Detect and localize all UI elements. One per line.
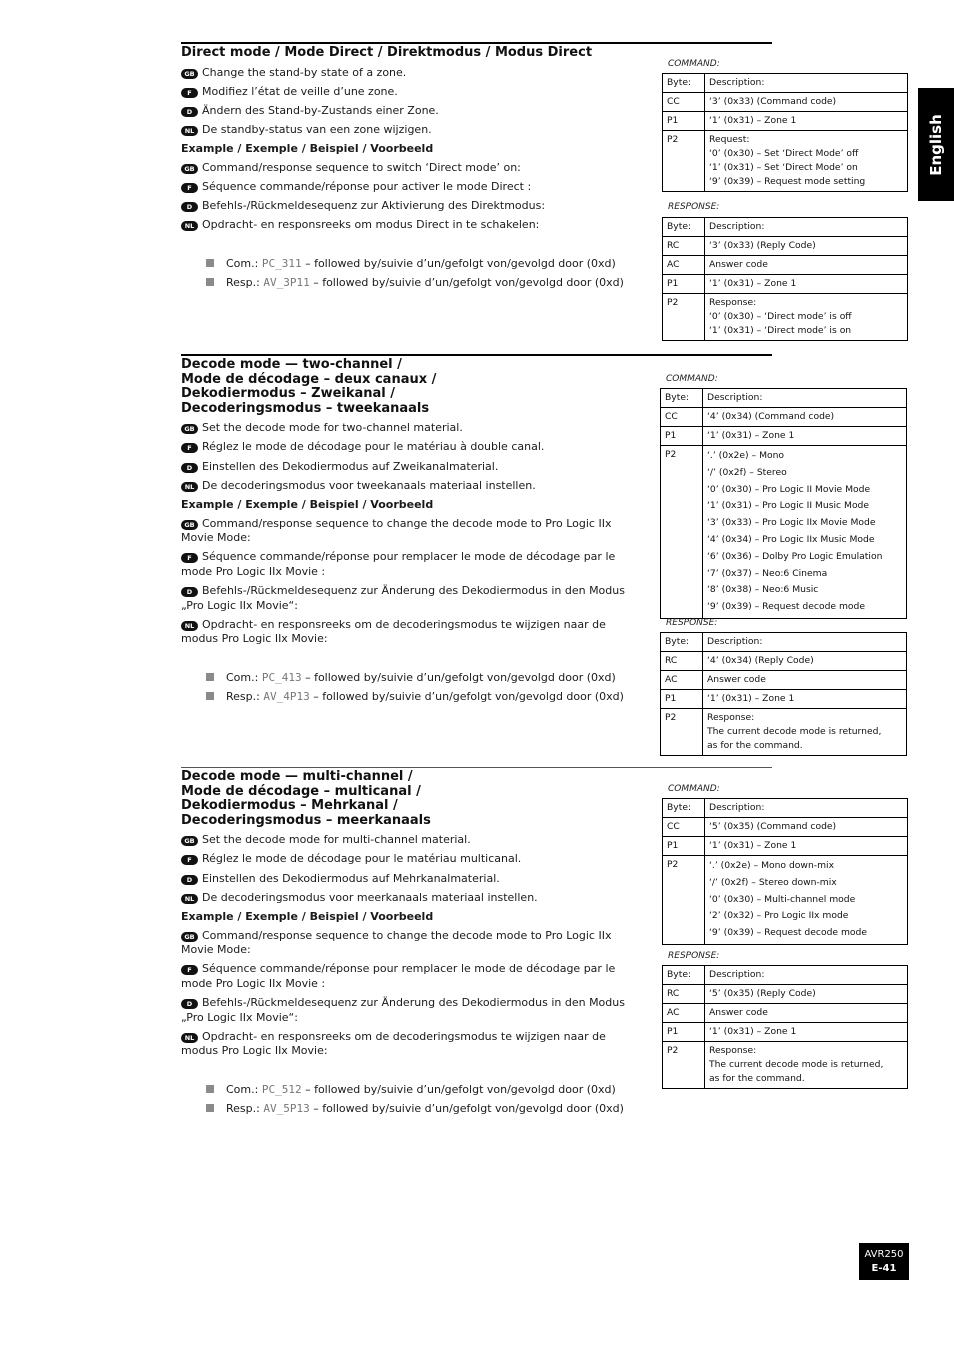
description-line: ‘3’ (0x33) (Reply Code): [709, 240, 816, 251]
byte-cell: P1: [661, 690, 703, 709]
desc-line-nl: [181, 479, 646, 494]
description-line: Answer code: [709, 259, 768, 270]
example-text: Séquence commande/réponse pour remplacer le mode de décodage par le mode Pro Logic IIx Movie :: [181, 962, 616, 990]
response-table: [660, 632, 907, 756]
desc-text: De decoderingsmodus voor meerkanaals materiaal instellen.: [202, 890, 538, 904]
description-line: ‘1’ (0x31) – Zone 1: [707, 693, 795, 704]
description-line: Response:: [709, 1045, 757, 1056]
description-line: Description:: [709, 802, 765, 813]
byte-cell: P2: [663, 856, 705, 945]
description-line: Description:: [707, 636, 763, 647]
description-cell: [703, 709, 907, 756]
desc-line-d: [181, 872, 646, 887]
table-row: [663, 799, 908, 818]
com-code: PC_512: [261, 1082, 302, 1096]
description-line: ‘1’ (0x31) – ‘Direct mode’ is on: [709, 325, 852, 336]
table-row: [663, 131, 908, 192]
desc-line-f: [181, 85, 646, 100]
byte-cell: Byte:: [663, 966, 705, 985]
resp-label: Resp.:: [226, 275, 264, 289]
com-code: PC_413: [261, 670, 302, 684]
example-line-d: [181, 199, 646, 214]
desc-text: Ändern des Stand-by-Zustands einer Zone.: [202, 103, 439, 117]
section-rule: [181, 767, 772, 768]
byte-cell: P1: [663, 275, 705, 294]
description-line: ‘/’ (0x2f) – Stereo: [707, 466, 787, 478]
description-line: ‘1’ (0x31) – Zone 1: [709, 278, 797, 289]
command-table-label: COMMAND:: [668, 784, 720, 794]
table-row: [661, 671, 907, 690]
desc-line-nl: [181, 123, 646, 138]
byte-cell: RC: [663, 985, 705, 1004]
side-tab-label: English: [927, 113, 945, 176]
description-cell: [703, 633, 907, 652]
table-row: [663, 294, 908, 341]
description-cell: [705, 1042, 908, 1089]
description-line: ‘0’ (0x30) – ‘Direct mode’ is off: [709, 311, 852, 322]
description-line: ‘9’ (0x39) – Request mode setting: [709, 176, 866, 187]
example-text: Opdracht- en responsreeks om de decoderingsmodus te wijzigen naar de modus Pro Logic IIx Movie:: [181, 1029, 606, 1058]
flag-nl-icon: NL: [181, 894, 198, 904]
description-cell: [705, 112, 908, 131]
description-line: ‘/’ (0x2f) – Stereo down-mix: [709, 876, 837, 888]
description-line: ‘5’ (0x35) (Reply Code): [709, 988, 816, 999]
flag-gb-icon: GB: [181, 424, 198, 434]
model-name: AVR250: [864, 1249, 904, 1260]
section-rule: [181, 42, 772, 44]
byte-cell: P1: [663, 837, 705, 856]
table-row: [663, 275, 908, 294]
bullet-square-icon: [206, 1085, 214, 1093]
description-cell: [705, 1004, 908, 1023]
response-table-label: RESPONSE:: [668, 202, 720, 212]
section-heading: [181, 46, 646, 61]
bullet-square-icon: [206, 692, 214, 700]
heading-line: Decoderingsmodus – meerkanaals: [181, 812, 431, 828]
section-heading: [181, 358, 646, 416]
description-line: Answer code: [707, 674, 766, 685]
description-line: ‘1’ (0x31) – Zone 1: [709, 840, 797, 851]
byte-cell: Byte:: [663, 218, 705, 237]
resp-code: AV_4P13: [263, 689, 310, 703]
description-line: Response:: [707, 712, 755, 723]
flag-f-icon: F: [181, 183, 198, 193]
resp-code-item: [206, 690, 646, 705]
table-row: [663, 237, 908, 256]
desc-text: Modifiez l’état de veille d’une zone.: [202, 84, 398, 98]
byte-cell: P2: [663, 294, 705, 341]
example-line-f: [181, 550, 646, 579]
byte-cell: P2: [661, 446, 703, 619]
description-cell: [705, 985, 908, 1004]
byte-cell: AC: [661, 671, 703, 690]
desc-line-f: [181, 852, 646, 867]
flag-gb-icon: GB: [181, 69, 198, 79]
code-list: [206, 1083, 646, 1117]
description-line: ‘1’ (0x31) – Zone 1: [707, 430, 795, 441]
page-number: E-41: [871, 1263, 897, 1274]
page-number-box: [859, 1243, 909, 1280]
table-row: [663, 818, 908, 837]
heading-line: Decoderingsmodus – tweekanaals: [181, 400, 430, 416]
example-label: Example / Exemple / Beispiel / Voorbeeld: [181, 909, 434, 923]
byte-cell: CC: [663, 818, 705, 837]
byte-cell: RC: [661, 652, 703, 671]
flag-f-icon: F: [181, 443, 198, 453]
description-cell: [705, 256, 908, 275]
flag-gb-icon: GB: [181, 932, 198, 942]
description-cell: [703, 408, 907, 427]
desc-line-f: [181, 440, 646, 455]
table-row: [661, 652, 907, 671]
description-line: Request:: [709, 134, 750, 145]
example-line-nl: [181, 218, 646, 233]
heading-line: Dekodiermodus – Zweikanal /: [181, 386, 396, 402]
language-side-tab: [918, 88, 954, 201]
flag-d-icon: D: [181, 463, 198, 473]
example-text: Séquence commande/réponse pour remplacer le mode de décodage par le mode Pro Logic IIx Movie :: [181, 550, 616, 578]
description-line: ‘1’ (0x31) – Zone 1: [709, 115, 797, 126]
example-text: Befehls-/Rückmeldesequenz zur Änderung des Dekodiermodus in den Modus „Pro Logic IIx Movie“:: [181, 996, 625, 1024]
example-line-nl: [181, 618, 646, 647]
description-line: ‘7’ (0x37) – Neo:6 Cinema: [707, 567, 828, 579]
byte-cell: P1: [663, 1023, 705, 1042]
description-cell: [705, 856, 908, 945]
flag-f-icon: F: [181, 553, 198, 563]
description-cell: [705, 237, 908, 256]
description-line: ‘.’ (0x2e) – Mono down-mix: [709, 860, 835, 871]
table-row: [661, 709, 907, 756]
description-cell: [703, 389, 907, 408]
followed-by-text: – followed by/suivie d’un/gefolgt von/gevolgd door (0xd): [309, 689, 624, 703]
resp-label: Resp.:: [226, 689, 264, 703]
description-line: Description:: [709, 969, 765, 980]
description-line: ‘0’ (0x30) – Multi-channel mode: [709, 893, 856, 905]
description-line: ‘4’ (0x34) (Command code): [707, 411, 835, 422]
com-code-item: [206, 671, 646, 686]
description-line: ‘8’ (0x38) – Neo:6 Music: [707, 584, 819, 596]
heading-line: Mode de décodage – multicanal /: [181, 783, 421, 799]
flag-gb-icon: GB: [181, 164, 198, 174]
section-decode-multi-channel: [181, 770, 646, 1121]
table-row: [663, 985, 908, 1004]
heading-line: Direct mode / Mode Direct / Direktmodus / Modus Direct: [181, 45, 593, 60]
com-label: Com.:: [226, 1082, 262, 1096]
flag-d-icon: D: [181, 107, 198, 117]
bullet-square-icon: [206, 259, 214, 267]
section-decode-two-channel: [181, 358, 646, 709]
table-row: [661, 389, 907, 408]
bullet-square-icon: [206, 1104, 214, 1112]
flag-d-icon: D: [181, 999, 198, 1009]
com-label: Com.:: [226, 256, 262, 270]
followed-by-text: – followed by/suivie d’un/gefolgt von/gevolgd door (0xd): [301, 256, 616, 270]
description-cell: [703, 690, 907, 709]
description-line: ‘1’ (0x31) – Set ‘Direct Mode’ on: [709, 162, 858, 173]
description-line: ‘2’ (0x32) – Pro Logic IIx mode: [709, 910, 849, 922]
bullet-square-icon: [206, 278, 214, 286]
table-row: [663, 1023, 908, 1042]
description-line: ‘4’ (0x34) – Pro Logic IIx Music Mode: [707, 533, 875, 545]
followed-by-text: – followed by/suivie d’un/gefolgt von/gevolgd door (0xd): [309, 275, 624, 289]
description-line: Answer code: [709, 1007, 768, 1018]
description-cell: [705, 131, 908, 192]
flag-nl-icon: NL: [181, 1033, 198, 1043]
command-table-label: COMMAND:: [668, 59, 720, 69]
description-line: ‘5’ (0x35) (Command code): [709, 821, 837, 832]
byte-cell: P1: [661, 427, 703, 446]
heading-line: Mode de décodage – deux canaux /: [181, 371, 437, 387]
followed-by-text: – followed by/suivie d’un/gefolgt von/gevolgd door (0xd): [309, 1101, 624, 1115]
description-line: Description:: [707, 392, 763, 403]
table-row: [661, 446, 907, 619]
example-line-f: [181, 180, 646, 195]
description-cell: [705, 74, 908, 93]
byte-cell: P2: [663, 131, 705, 192]
example-line-nl: [181, 1030, 646, 1059]
response-table-label: RESPONSE:: [668, 951, 720, 961]
flag-d-icon: D: [181, 875, 198, 885]
example-text: Befehls-/Rückmeldesequenz zur Aktivierung des Direktmodus:: [202, 199, 546, 213]
desc-text: Réglez le mode de décodage pour le matériau multicanal.: [202, 852, 522, 866]
resp-code-item: [206, 276, 646, 291]
description-line: ‘1’ (0x31) – Zone 1: [709, 1026, 797, 1037]
byte-cell: Byte:: [663, 799, 705, 818]
desc-line-d: [181, 104, 646, 119]
description-cell: [703, 427, 907, 446]
description-cell: [705, 837, 908, 856]
table-row: [663, 1042, 908, 1089]
byte-cell: P2: [661, 709, 703, 756]
flag-f-icon: F: [181, 965, 198, 975]
desc-text: Set the decode mode for multi-channel material.: [202, 833, 471, 847]
desc-line-gb: [181, 833, 646, 848]
flag-nl-icon: NL: [181, 621, 198, 631]
byte-cell: AC: [663, 256, 705, 275]
heading-line: Decode mode — multi-channel /: [181, 769, 413, 784]
code-list: [206, 257, 646, 291]
flag-f-icon: F: [181, 855, 198, 865]
response-table-label: RESPONSE:: [666, 618, 718, 628]
example-line-d: [181, 584, 646, 613]
description-line: ‘0’ (0x30) – Set ‘Direct Mode’ off: [709, 148, 859, 159]
example-line-gb: [181, 517, 646, 546]
table-row: [663, 1004, 908, 1023]
description-line: The current decode mode is returned,: [709, 1059, 884, 1070]
description-cell: [705, 1023, 908, 1042]
command-table: [660, 388, 907, 619]
description-cell: [705, 275, 908, 294]
com-label: Com.:: [226, 670, 262, 684]
desc-line-gb: [181, 66, 646, 81]
description-line: ‘.’ (0x2e) – Mono: [707, 450, 785, 461]
code-list: [206, 671, 646, 705]
section-rule: [181, 354, 772, 356]
description-cell: [703, 671, 907, 690]
example-text: Befehls-/Rückmeldesequenz zur Änderung des Dekodiermodus in den Modus „Pro Logic IIx Movie“:: [181, 584, 625, 612]
desc-line-gb: [181, 421, 646, 436]
description-line: Response:: [709, 297, 757, 308]
example-text: Opdracht- en responsreeks om modus Direct in te schakelen:: [202, 218, 540, 232]
bullet-square-icon: [206, 673, 214, 681]
byte-cell: Byte:: [661, 389, 703, 408]
example-label: Example / Exemple / Beispiel / Voorbeeld: [181, 497, 434, 511]
com-code: PC_311: [261, 256, 302, 270]
flag-d-icon: D: [181, 587, 198, 597]
description-cell: [705, 218, 908, 237]
table-row: [663, 74, 908, 93]
example-text: Opdracht- en responsreeks om de decoderingsmodus te wijzigen naar de modus Pro Logic IIx Movie:: [181, 617, 606, 646]
description-cell: [705, 294, 908, 341]
desc-text: De decoderingsmodus voor tweekanaals materiaal instellen.: [202, 478, 536, 492]
flag-nl-icon: NL: [181, 126, 198, 136]
example-label: Example / Exemple / Beispiel / Voorbeeld: [181, 141, 434, 155]
byte-cell: RC: [663, 237, 705, 256]
command-table: [662, 798, 908, 945]
com-code-item: [206, 1083, 646, 1098]
example-line-gb: [181, 161, 646, 176]
desc-text: De standby-status van een zone wijzigen.: [202, 122, 432, 136]
description-cell: [705, 799, 908, 818]
followed-by-text: – followed by/suivie d’un/gefolgt von/gevolgd door (0xd): [301, 670, 616, 684]
desc-line-d: [181, 460, 646, 475]
byte-cell: CC: [663, 93, 705, 112]
byte-cell: P1: [663, 112, 705, 131]
description-line: Description:: [709, 221, 765, 232]
heading-line: Dekodiermodus – Mehrkanal /: [181, 798, 398, 814]
example-text: Command/response sequence to change the decode mode to Pro Logic IIx Movie Mode:: [181, 516, 612, 545]
description-line: as for the command.: [709, 1073, 805, 1084]
response-table: [662, 965, 908, 1089]
flag-nl-icon: NL: [181, 482, 198, 492]
description-line: ‘1’ (0x31) – Pro Logic II Music Mode: [707, 500, 870, 512]
description-cell: [703, 446, 907, 619]
response-table: [662, 217, 908, 341]
example-line-gb: [181, 929, 646, 958]
description-cell: [705, 818, 908, 837]
example-line-f: [181, 962, 646, 991]
description-line: ‘0’ (0x30) – Pro Logic II Movie Mode: [707, 483, 871, 495]
description-cell: [703, 652, 907, 671]
byte-cell: Byte:: [663, 74, 705, 93]
description-cell: [705, 966, 908, 985]
desc-text: Einstellen des Dekodiermodus auf Zweikanalmaterial.: [202, 459, 499, 473]
followed-by-text: – followed by/suivie d’un/gefolgt von/gevolgd door (0xd): [301, 1082, 616, 1096]
resp-code: AV_3P11: [263, 275, 310, 289]
example-line-d: [181, 996, 646, 1025]
example-text: Command/response sequence to change the decode mode to Pro Logic IIx Movie Mode:: [181, 928, 612, 957]
byte-cell: CC: [661, 408, 703, 427]
resp-code: AV_5P13: [263, 1101, 310, 1115]
table-row: [663, 856, 908, 945]
table-row: [661, 690, 907, 709]
table-row: [663, 112, 908, 131]
byte-cell: P2: [663, 1042, 705, 1089]
description-line: ‘3’ (0x33) (Command code): [709, 96, 837, 107]
description-line: Description:: [709, 77, 765, 88]
desc-text: Einstellen des Dekodiermodus auf Mehrkanalmaterial.: [202, 871, 500, 885]
resp-label: Resp.:: [226, 1101, 264, 1115]
flag-gb-icon: GB: [181, 836, 198, 846]
table-row: [661, 633, 907, 652]
command-table-label: COMMAND:: [666, 374, 718, 384]
table-row: [663, 218, 908, 237]
description-line: The current decode mode is returned,: [707, 726, 882, 737]
byte-cell: AC: [663, 1004, 705, 1023]
desc-text: Change the stand-by state of a zone.: [202, 65, 407, 79]
flag-gb-icon: GB: [181, 520, 198, 530]
table-row: [661, 427, 907, 446]
section-heading: [181, 770, 646, 828]
table-row: [663, 256, 908, 275]
desc-text: Réglez le mode de décodage pour le matériau à double canal.: [202, 440, 545, 454]
description-line: as for the command.: [707, 740, 803, 751]
description-line: ‘4’ (0x34) (Reply Code): [707, 655, 814, 666]
flag-d-icon: D: [181, 202, 198, 212]
table-row: [663, 93, 908, 112]
resp-code-item: [206, 1102, 646, 1117]
example-text: Séquence commande/réponse pour activer le mode Direct :: [202, 180, 532, 194]
com-code-item: [206, 257, 646, 272]
example-text: Command/response sequence to switch ‘Direct mode’ on:: [202, 161, 521, 175]
table-row: [663, 966, 908, 985]
command-table: [662, 73, 908, 192]
description-line: ‘6’ (0x36) – Dolby Pro Logic Emulation: [707, 550, 883, 562]
description-line: ‘9’ (0x39) – Request decode mode: [709, 927, 868, 939]
desc-text: Set the decode mode for two-channel material.: [202, 421, 463, 435]
flag-nl-icon: NL: [181, 221, 198, 231]
desc-line-nl: [181, 891, 646, 906]
description-line: ‘9’ (0x39) – Request decode mode: [707, 601, 866, 613]
table-row: [661, 408, 907, 427]
table-row: [663, 837, 908, 856]
description-cell: [705, 93, 908, 112]
description-line: ‘3’ (0x33) – Pro Logic IIx Movie Mode: [707, 517, 876, 529]
section-direct-mode: [181, 46, 646, 295]
heading-line: Decode mode — two-channel /: [181, 357, 402, 372]
flag-f-icon: F: [181, 88, 198, 98]
byte-cell: Byte:: [661, 633, 703, 652]
